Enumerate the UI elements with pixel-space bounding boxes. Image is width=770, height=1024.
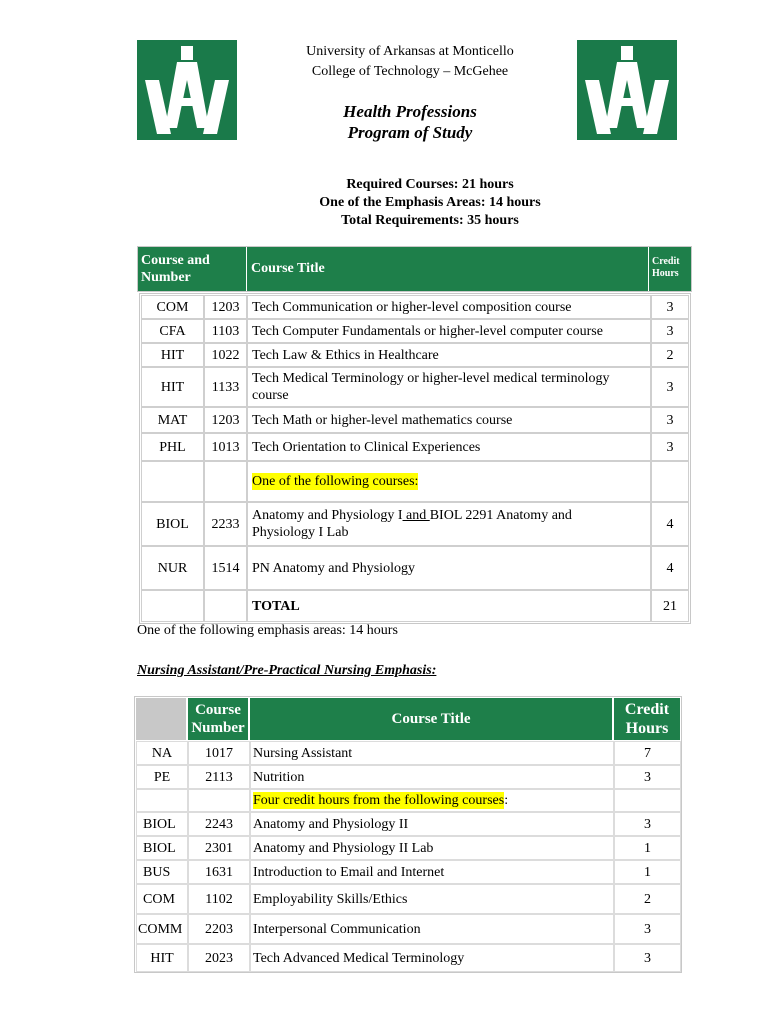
course-dept: NUR <box>141 546 204 590</box>
course-dept: BUS <box>136 860 188 884</box>
course-number: 2023 <box>188 944 250 972</box>
table-row <box>136 836 681 860</box>
institution-block <box>230 42 590 82</box>
course-number: 1203 <box>204 295 247 319</box>
header-credit-line2: Hours <box>625 720 669 737</box>
header-course-number-line1: Course and <box>141 253 210 268</box>
header-credit-line2: Hours <box>652 268 679 279</box>
table-row <box>136 812 681 836</box>
course-dept: COMM <box>136 914 188 944</box>
table-row <box>141 295 689 319</box>
table-row <box>141 319 689 343</box>
course-hours: 3 <box>614 914 681 944</box>
course-title <box>247 367 651 407</box>
table-row <box>141 367 689 407</box>
header-course-number-line1: Course <box>195 702 241 718</box>
course-hours: 1 <box>614 860 681 884</box>
table-row <box>141 461 689 502</box>
header-course-number <box>188 698 248 740</box>
empty-cell <box>614 789 681 812</box>
table-row <box>136 741 681 765</box>
course-title: Introduction to Email and Internet <box>250 860 614 884</box>
table-row <box>136 860 681 884</box>
course-title: Nutrition <box>250 765 614 789</box>
course-hours: 1 <box>614 836 681 860</box>
course-hours: 7 <box>614 741 681 765</box>
table-row <box>136 789 681 812</box>
course-hours: 2 <box>651 343 689 367</box>
course-number: 1103 <box>204 319 247 343</box>
course-number: 1017 <box>188 741 250 765</box>
course-title: Tech Computer Fundamentals or higher-level computer course <box>247 319 651 343</box>
program-title-line1: Health Professions <box>343 102 477 121</box>
course-hours: 4 <box>651 546 689 590</box>
course-title: Interpersonal Communication <box>250 914 614 944</box>
table-row <box>136 944 681 972</box>
course-title: Tech Advanced Medical Terminology <box>250 944 614 972</box>
course-hours: 3 <box>614 944 681 972</box>
table-row <box>141 407 689 433</box>
course-dept: CFA <box>141 319 204 343</box>
choice-label: Four credit hours from the following courses <box>253 793 505 808</box>
header-course-title <box>250 698 612 740</box>
course-hours: 3 <box>614 812 681 836</box>
course-hours: 3 <box>651 295 689 319</box>
header-credit-line1: Credit <box>652 256 680 267</box>
course-dept: BIOL <box>141 502 204 546</box>
course-hours: 2 <box>614 884 681 914</box>
course-dept: COM <box>141 295 204 319</box>
header-course-title-text: Course Title <box>251 261 325 276</box>
table-row <box>136 914 681 944</box>
empty-cell <box>188 789 250 812</box>
header-course-number <box>138 247 246 291</box>
course-number: 2243 <box>188 812 250 836</box>
course-hours: 3 <box>651 407 689 433</box>
emphasis-hours: One of the Emphasis Areas: 14 hours <box>319 195 541 210</box>
course-number: 2233 <box>204 502 247 546</box>
course-dept: HIT <box>141 367 204 407</box>
course-title-line1: Tech Medical Terminology or higher-level medical terminology <box>252 371 610 386</box>
course-number: 2301 <box>188 836 250 860</box>
course-dept: HIT <box>136 944 188 972</box>
course-title: Tech Math or higher-level mathematics course <box>247 407 651 433</box>
header-course-title-text: Course Title <box>391 711 471 727</box>
course-hours: 4 <box>651 502 689 546</box>
course-number: 1013 <box>204 433 247 461</box>
uam-logo-icon <box>577 40 677 140</box>
course-title-part: Anatomy and Physiology I <box>252 508 403 523</box>
table-row <box>141 590 689 622</box>
choice-label-colon: : <box>504 793 509 808</box>
course-dept: MAT <box>141 407 204 433</box>
empty-cell <box>141 461 204 502</box>
course-title: Anatomy and Physiology II Lab <box>250 836 614 860</box>
header-credit-hours <box>649 247 691 291</box>
course-number: 1022 <box>204 343 247 367</box>
course-hours: 3 <box>651 319 689 343</box>
choice-label-cell <box>250 789 614 812</box>
table-row <box>141 343 689 367</box>
course-number: 1514 <box>204 546 247 590</box>
header-course-number-line2: Number <box>191 720 245 736</box>
course-title: Employability Skills/Ethics <box>250 884 614 914</box>
course-hours: 3 <box>614 765 681 789</box>
course-number: 1102 <box>188 884 250 914</box>
emphasis-title: Nursing Assistant/Pre-Practical Nursing Emphasis: <box>137 663 437 678</box>
header-course-title <box>247 247 648 291</box>
course-dept: COM <box>136 884 188 914</box>
course-title: Tech Communication or higher-level composition course <box>247 295 651 319</box>
course-title-and: and <box>402 508 430 523</box>
total-hours: 21 <box>651 590 689 622</box>
header-course-number-line2: Number <box>141 270 191 285</box>
course-dept: HIT <box>141 343 204 367</box>
required-courses: Required Courses: 21 hours <box>346 177 514 192</box>
choice-label: One of the following courses: <box>252 474 419 489</box>
course-number: 1203 <box>204 407 247 433</box>
course-title: Anatomy and Physiology II <box>250 812 614 836</box>
course-number: 2203 <box>188 914 250 944</box>
course-dept: PE <box>136 765 188 789</box>
course-title-line1 <box>252 507 572 524</box>
course-title-line2: Physiology I Lab <box>252 525 349 540</box>
table-row <box>136 884 681 914</box>
university-name: University of Arkansas at Monticello <box>306 44 514 59</box>
course-dept: PHL <box>141 433 204 461</box>
course-title: PN Anatomy and Physiology <box>247 546 651 590</box>
course-title-line2: course <box>252 388 289 403</box>
course-dept: NA <box>136 741 188 765</box>
choice-label-cell <box>247 461 651 502</box>
table-row <box>141 546 689 590</box>
total-label: TOTAL <box>247 590 651 622</box>
course-dept: BIOL <box>136 836 188 860</box>
empty-cell <box>136 789 188 812</box>
requirements-summary <box>230 176 630 230</box>
table-row <box>141 502 689 546</box>
course-number: 2113 <box>188 765 250 789</box>
course-number: 1133 <box>204 367 247 407</box>
uam-logo-right <box>577 40 677 140</box>
college-name: College of Technology – McGehee <box>311 64 509 79</box>
program-title-line2: Program of Study <box>347 123 473 142</box>
table-row <box>141 433 689 461</box>
emphasis-intro: One of the following emphasis areas: 14 hours <box>137 623 398 638</box>
header-credit-hours <box>614 698 680 740</box>
header-credit-line1: Credit <box>624 701 670 718</box>
empty-cell <box>141 590 204 622</box>
course-title: Nursing Assistant <box>250 741 614 765</box>
course-title: Tech Orientation to Clinical Experiences <box>247 433 651 461</box>
course-hours: 3 <box>651 367 689 407</box>
empty-cell <box>204 590 247 622</box>
uam-logo-left <box>137 40 237 140</box>
empty-cell <box>651 461 689 502</box>
course-title <box>247 502 651 546</box>
course-hours: 3 <box>651 433 689 461</box>
uam-logo-icon <box>137 40 237 140</box>
course-title: Tech Law & Ethics in Healthcare <box>247 343 651 367</box>
course-dept: BIOL <box>136 812 188 836</box>
course-number: 1631 <box>188 860 250 884</box>
course-title-part: BIOL 2291 Anatomy and <box>429 508 572 523</box>
empty-cell <box>204 461 247 502</box>
table-row <box>136 765 681 789</box>
program-title <box>230 101 590 143</box>
header-empty-cell <box>136 698 186 740</box>
total-requirements: Total Requirements: 35 hours <box>341 213 519 228</box>
